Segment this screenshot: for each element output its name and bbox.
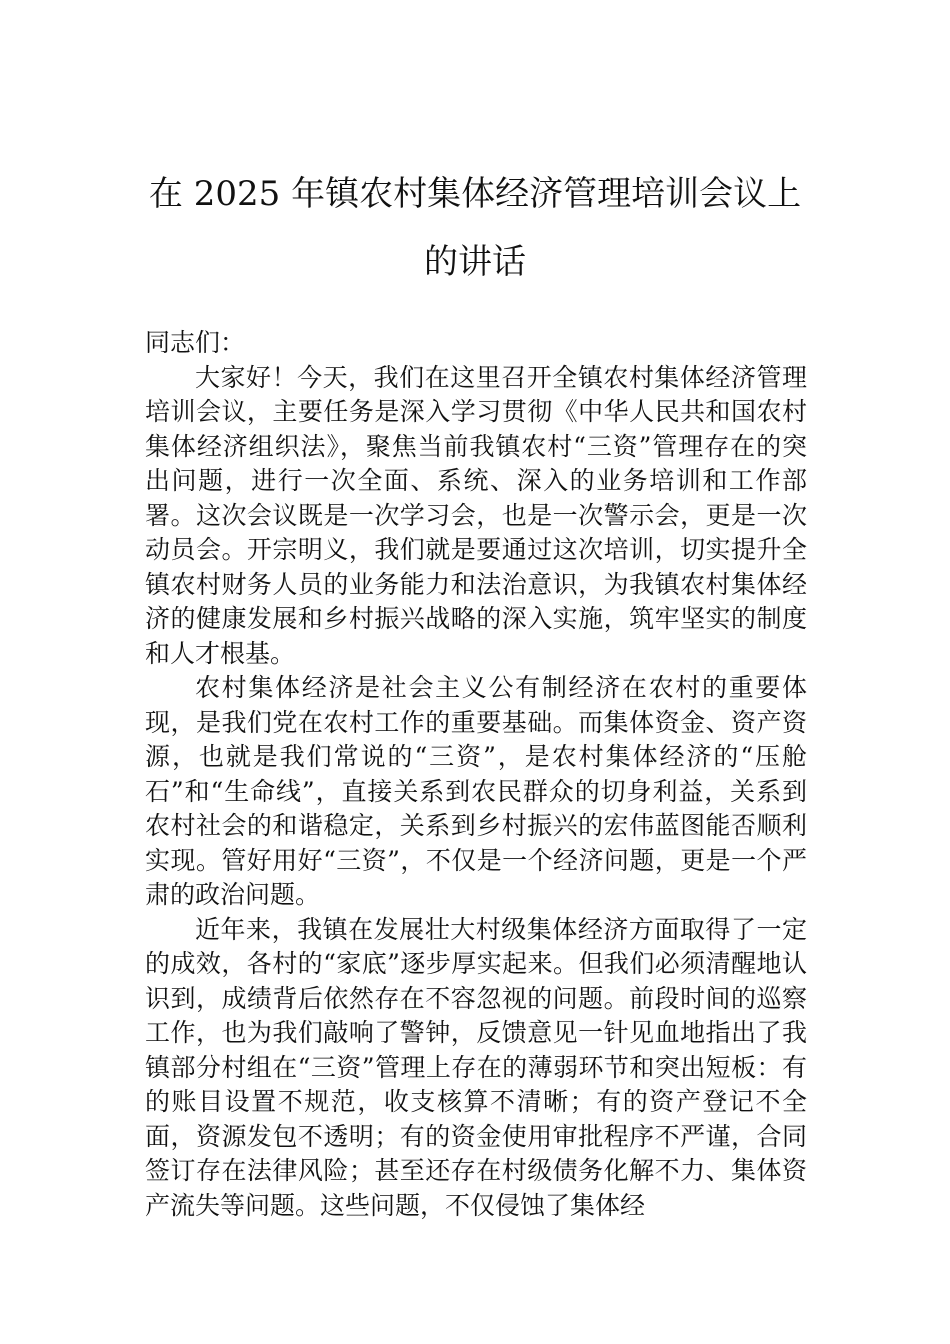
paragraph-1: 大家好！今天，我们在这里召开全镇农村集体经济管理培训会议，主要任务是深入学习贯彻《中华人民共和国农村集体经济组织法》，聚焦当前我镇农村“三资”管理存在的突出问题，进行一次全面、系统、深入的业务培训和工作部署。这次会议既是一次学习会，也是一次警示会，更是一次动员会。开宗明义，我们就是要通过这次培训，切实提升全镇农村财务人员的业务能力和法治意识，为我镇农村集体经济的健康发展和乡村振兴战略的深入实施，筑牢坚实的制度和人才根基。 [145, 362, 807, 668]
salutation: 同志们： [145, 328, 246, 357]
document-body [145, 326, 807, 1223]
document-title: 在 2025 年镇农村集体经济管理培训会议上的讲话 [148, 174, 802, 282]
paragraph-2: 农村集体经济是社会主义公有制经济在农村的重要体现，是我们党在农村工作的重要基础。而集体资金、资产资源，也就是我们常说的“三资”，是农村集体经济的“压舱石”和“生命线”，直接关系到农民群众的切身利益，关系到农村社会的和谐稳定，关系到乡村振兴的宏伟蓝图能否顺利实现。管好用好“三资”，不仅是一个经济问题，更是一个严肃的政治问题。 [145, 673, 807, 909]
paragraph-3: 近年来，我镇在发展壮大村级集体经济方面取得了一定的成效，各村的“家底”逐步厚实起来。但我们必须清醒地认识到，成绩背后依然存在不容忽视的问题。前段时间的巡察工作，也为我们敲响了警钟，反馈意见一针见血地指出了我镇部分村组在“三资”管理上存在的薄弱环节和突出短板：有的账目设置不规范，收支核算不清晰；有的资产登记不全面，资源发包不透明；有的资金使用审批程序不严谨，合同签订存在法律风险；甚至还存在村级债务化解不力、集体资产流失等问题。这些问题，不仅侵蚀了集体经 [145, 914, 807, 1220]
